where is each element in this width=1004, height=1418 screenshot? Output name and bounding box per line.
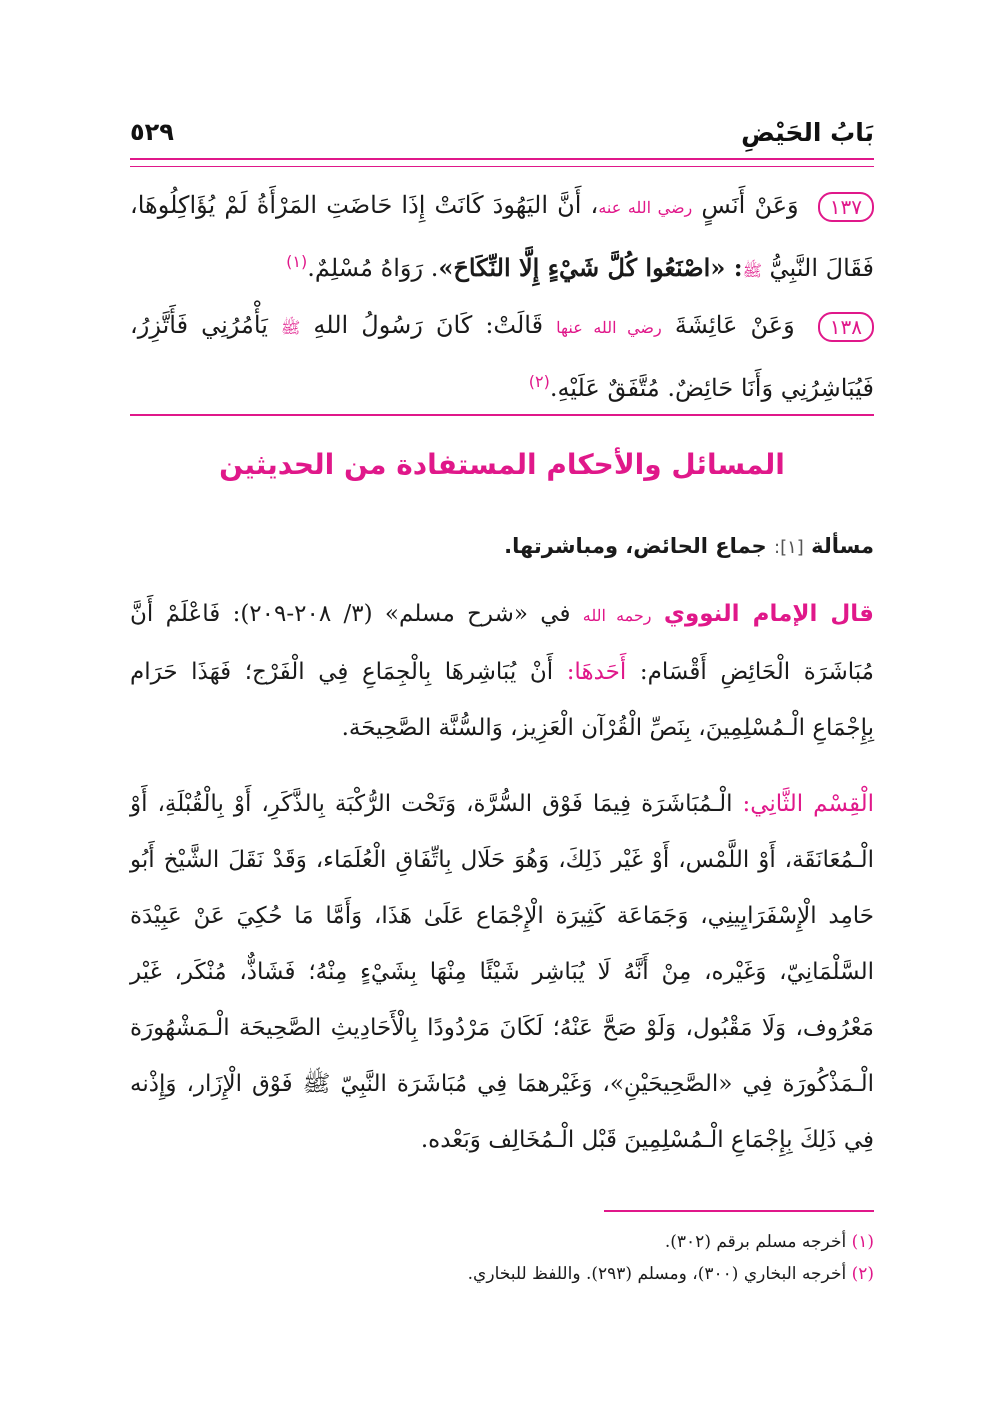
honorific-mark: رحمه الله: [582, 606, 652, 625]
footnote-ref: (٢): [528, 372, 550, 391]
header-rule: [130, 158, 874, 160]
honorific-mark: ﷺ: [280, 318, 301, 337]
hadith-section: [130, 178, 874, 410]
issue-label: مسألة: [811, 534, 874, 558]
paragraph-second-section: [130, 776, 874, 1168]
footnote-item: [130, 1258, 874, 1290]
issue-number: [١]:: [774, 537, 804, 558]
hadith-source: . رَوَاهُ مُسْلِمٌ.: [307, 254, 439, 282]
hadith-quote: : «اصْنَعُوا كُلَّ شَيْءٍ إِلَّا النِّكَاحَ»: [438, 253, 743, 282]
paragraph-nawawi: [130, 586, 874, 756]
footnote-text: أخرجه البخاري (٣٠٠)، ومسلم (٢٩٣). واللفظ للبخاري.: [467, 1264, 852, 1284]
footnotes: [130, 1226, 874, 1290]
paragraph-text: الْـمُبَاشَرَة فِيمَا فَوْق السُّرَّة، وَتَحْت الرُّكْبَة بِالذَّكَرِ، أَوْ بِالْقُبْلَةِ، أَوْ الْـمُعَانَقَة، أَوْ اللَّمْس، أَوْ غَيْر ذَلِكَ، وَهُوَ حَلَال بِاتِّفَاقِ الْعُلَمَاء، وَقَدْ نَقَلَ الشَّيْخ أَبُو حَامِد الْإِسْفَرَايِينِي، وَجَمَاعَة كَثِيرَة الْإِجْمَاع عَلَىٰ هَذَا، وَأَمَّا مَا حُكِيَ عَنْ عَبِيْدَة السَّلْمَانِيّ، وَغَيْره، مِنْ أَنَّهُ لَا يُبَاشِر شَيْئًا مِنْهَا بِشَيْءٍ مِنْهُ؛ فَشَاذٌّ، مُنْكَر، غَيْر مَعْرُوف، وَلَا مَقْبُول، وَلَوْ صَحَّ عَنْهُ؛ لَكَانَ مَرْدُودًا بِالْأَحَادِيثِ الصَّحِيحَة الْـمَشْهُورَة الْـمَذْكُورَة فِي «الصَّحِيحَيْنِ»، وَغَيْرهمَا فِي مُبَاشَرَة النَّبِيّ ﷺ فَوْق الْإِزَار، وَإِذْنه فِي ذَلِكَ بِإِجْمَاعِ الْـمُسْلِمِينَ قَبْل الْـمُخَالِف وَبَعْده.: [130, 791, 874, 1153]
footnote-number: (١): [851, 1232, 874, 1252]
hadith-text-after: يَأْمُرُنِي فَأَتَّزِرُ، فَيُبَاشِرُنِي وَأَنَا حَائِضٌ. مُتَّفَقٌ عَلَيْهِ.: [130, 311, 874, 402]
footnote-text: أخرجه مسلم برقم (٣٠٢).: [664, 1232, 852, 1252]
hadith-number: ١٣٨: [818, 312, 874, 342]
hadith-text-before: وَعَنْ أَنَسٍ: [701, 191, 799, 219]
hadith-number: ١٣٧: [818, 192, 874, 222]
first-label: أَحَدهَا:: [566, 659, 627, 685]
issue-heading: [130, 534, 874, 558]
footnote-item: [130, 1226, 874, 1258]
honorific-mark: ﷺ: [742, 261, 762, 280]
hadith-text-before: وَعَنْ عَائِشَةَ: [674, 311, 795, 339]
honorific-mark: رضي الله عنها: [556, 318, 662, 337]
issue-title: جماع الحائض، ومباشرتها.: [504, 534, 767, 558]
honorific-mark: رضي الله عنه: [598, 198, 693, 217]
hadith-text-main: قَالَتْ: كَانَ رَسُولُ اللهِ: [313, 311, 557, 339]
footnote-ref: (١): [286, 252, 308, 271]
paragraph-text: فَاعْلَمْ أَنَّ مُبَاشَرَة الْحَائِضِ أَقْسَام:: [130, 601, 874, 685]
chapter-title: بَابُ الحَيْضِ: [741, 118, 874, 147]
header-rule-thin: [130, 166, 874, 167]
hadith-137: [130, 178, 874, 298]
page-header: [130, 118, 874, 156]
hadith-138: [130, 298, 874, 415]
speaker-name: قال الإمام النووي: [663, 601, 874, 627]
footnote-number: (٢): [851, 1264, 874, 1284]
page-number: ٥٢٩: [130, 118, 174, 146]
footnote-rule: [604, 1210, 874, 1212]
section-rule: [130, 414, 874, 416]
second-label: الْقِسْم الثَّانِي:: [742, 791, 874, 817]
paragraph-text-2: أَنْ يُبَاشِرهَا بِالْجِمَاعِ فِي الْفَرْج؛ فَهَذَا حَرَام بِإِجْمَاعِ الْـمُسْلِمِينَ، بِنَصِّ الْقُرْآن الْعَزِيز، وَالسُّنَّة الصَّحِيحَة.: [130, 659, 874, 741]
hadith-text-main: ، أَنَّ اليَهُودَ كَانَتْ إِذَا حَاضَتِ المَرْأَةُ لَمْ يُؤَاكِلُوهَا، فَقَالَ النَّبِيُّ: [130, 191, 874, 282]
section-title: المسائل والأحكام المستفادة من الحديثين: [219, 448, 785, 481]
reference: في «شرح مسلم» (٣/ ٢٠٨-٢٠٩):: [220, 601, 583, 627]
